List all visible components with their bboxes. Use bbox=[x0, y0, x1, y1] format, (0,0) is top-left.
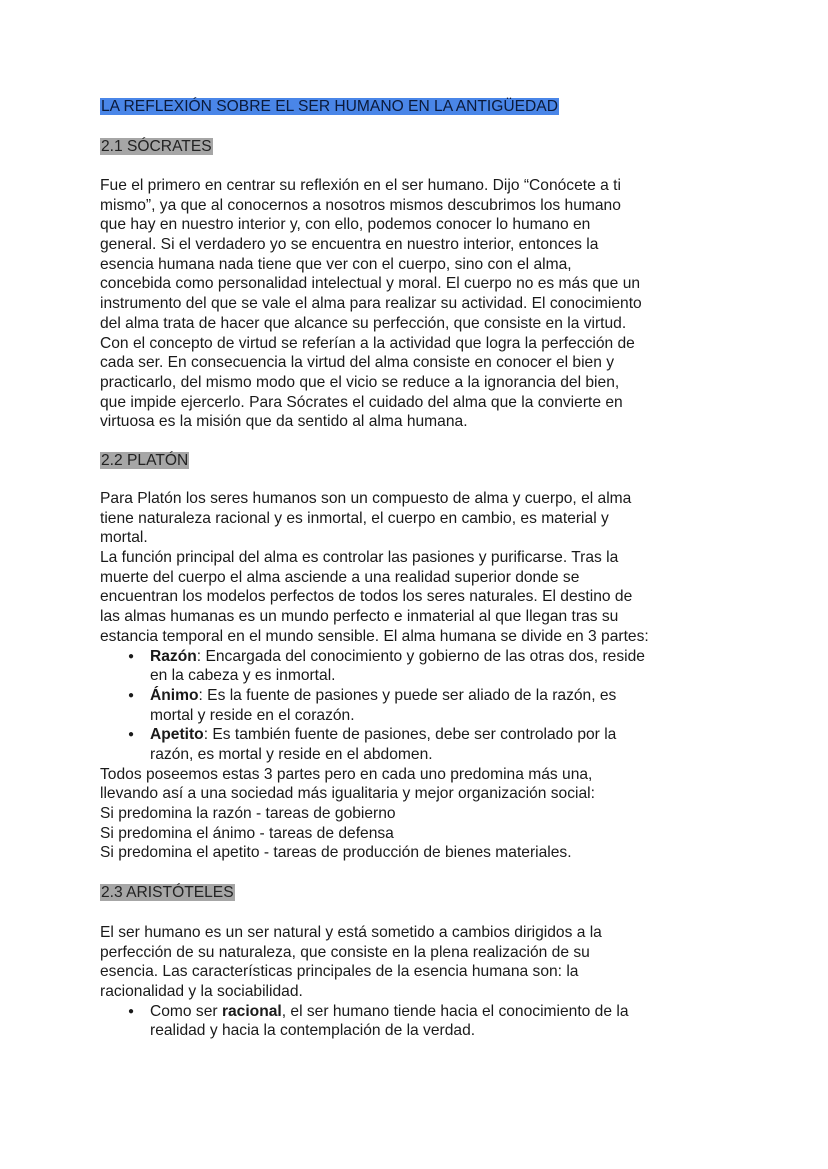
bullet-item bbox=[100, 725, 649, 745]
text-run: La función principal del alma es controlar las pasiones y purificarse. Tras la bbox=[100, 549, 619, 567]
text-line bbox=[100, 843, 649, 863]
text-run: del alma trata de hacer que alcance su perfección, que consiste en la virtud. bbox=[100, 314, 627, 332]
text-run: encuentran los modelos perfectos de todos los seres naturales. El destino de bbox=[100, 588, 633, 606]
text-run: esencia. Las características principales de la esencia humana son: la bbox=[100, 963, 579, 981]
text-line bbox=[100, 587, 649, 607]
text-line bbox=[100, 314, 642, 334]
bullet-icon: ● bbox=[128, 729, 135, 741]
text-run: las almas humanas es un mundo perfecto e inmaterial al que llegan tras su bbox=[100, 608, 619, 626]
text-line bbox=[100, 334, 642, 354]
text-line bbox=[100, 627, 649, 647]
bullet-item bbox=[100, 686, 649, 706]
text-line bbox=[100, 509, 649, 529]
section-platon-body bbox=[100, 489, 649, 863]
text-run: esencia humana nada tiene que ver con el cuerpo, sino con el alma, bbox=[100, 255, 572, 273]
text-run: Como ser bbox=[150, 1002, 222, 1020]
text-run: Si predomina el ánimo - tareas de defensa bbox=[100, 824, 394, 842]
text-line bbox=[100, 568, 649, 588]
text-line bbox=[100, 393, 642, 413]
text-run: : Es también fuente de pasiones, debe ser controlado por la bbox=[203, 726, 617, 744]
bullet-icon: ● bbox=[128, 1005, 135, 1017]
text-run: Para Platón los seres humanos son un compuesto de alma y cuerpo, el alma bbox=[100, 490, 632, 507]
text-run: mismo”, ya que al conocernos a nosotros mismos descubrimos los humano bbox=[100, 196, 621, 214]
text-line bbox=[100, 528, 649, 548]
text-run: Fue el primero en centrar su reflexión en el ser humano. Dijo “Conócete a ti bbox=[100, 177, 621, 194]
text-line bbox=[100, 962, 629, 982]
section-socrates-body bbox=[100, 176, 642, 432]
text-run: concebida como personalidad intelectual y moral. El cuerpo no es más que un bbox=[100, 275, 641, 293]
text-line bbox=[100, 923, 629, 943]
text-run: racionalidad y la sociabilidad. bbox=[100, 983, 303, 1001]
text-line bbox=[100, 235, 642, 255]
text-run: en la cabeza y es inmortal. bbox=[150, 667, 336, 685]
bullet-item bbox=[100, 1002, 629, 1022]
text-line bbox=[100, 765, 649, 785]
text-line bbox=[100, 176, 642, 196]
text-run: estancia temporal en el mundo sensible. El alma humana se divide en 3 partes: bbox=[100, 627, 649, 645]
heading-aristoteles: 2.3 ARISTÓTELES bbox=[101, 884, 234, 901]
text-run: mortal y reside en el corazón. bbox=[150, 706, 355, 724]
text-run: que hay en nuestro interior y, con ello, podemos conocer lo humano en bbox=[100, 216, 591, 234]
text-run: mortal. bbox=[100, 529, 148, 547]
text-run: perfección de su naturaleza, que consiste en la plena realización de su bbox=[100, 943, 590, 961]
heading-platon: 2.2 PLATÓN bbox=[101, 452, 189, 469]
text-line bbox=[100, 824, 649, 844]
text-line bbox=[100, 706, 649, 726]
bullet-icon: ● bbox=[128, 689, 135, 701]
text-line bbox=[100, 412, 642, 432]
text-line bbox=[100, 255, 642, 275]
text-run: El ser humano es un ser natural y está sometido a cambios dirigidos a la bbox=[100, 924, 602, 941]
text-run: que impide ejercerlo. Para Sócrates el cuidado del alma que la convierte en bbox=[100, 393, 623, 411]
heading-socrates: 2.1 SÓCRATES bbox=[101, 138, 212, 155]
text-line bbox=[100, 666, 649, 686]
bold-term: Apetito bbox=[150, 726, 204, 744]
text-line bbox=[100, 274, 642, 294]
text-line bbox=[100, 353, 642, 373]
text-run: tiene naturaleza racional y es inmortal, el cuerpo en cambio, es material y bbox=[100, 509, 609, 527]
text-run: muerte del cuerpo el alma asciende a una realidad superior donde se bbox=[100, 568, 580, 586]
text-run: Si predomina el apetito - tareas de producción de bienes materiales. bbox=[100, 844, 572, 862]
text-line bbox=[100, 489, 649, 509]
bullet-item bbox=[100, 647, 649, 667]
text-line bbox=[100, 607, 649, 627]
text-run: Todos poseemos estas 3 partes pero en cada uno predomina más una, bbox=[100, 765, 593, 783]
bullet-icon: ● bbox=[128, 650, 135, 662]
bold-term: Razón bbox=[150, 647, 197, 665]
text-run: , el ser humano tiende hacia el conocimiento de la bbox=[281, 1002, 629, 1020]
bold-term: racional bbox=[221, 1002, 282, 1020]
document-title: LA REFLEXIÓN SOBRE EL SER HUMANO EN LA ANTIGÜEDAD bbox=[101, 98, 558, 115]
text-run: llevando así a una sociedad más igualitaria y mejor organización social: bbox=[100, 785, 595, 803]
section-aristoteles-body bbox=[100, 923, 629, 1041]
text-line bbox=[100, 804, 649, 824]
text-run: Con el concepto de virtud se referían a la actividad que logra la perfección de bbox=[100, 334, 635, 352]
text-line bbox=[100, 943, 629, 963]
bold-term: Ánimo bbox=[150, 686, 199, 704]
text-run: Si predomina la razón - tareas de gobierno bbox=[100, 805, 396, 822]
text-line bbox=[100, 784, 649, 804]
text-run: : Encargada del conocimiento y gobierno de las otras dos, reside bbox=[196, 647, 645, 665]
text-run: cada ser. En consecuencia la virtud del alma consiste en conocer el bien y bbox=[100, 354, 615, 372]
text-line bbox=[100, 1021, 629, 1041]
text-run: general. Si el verdadero yo se encuentra en nuestro interior, entonces la bbox=[100, 236, 599, 254]
text-run: razón, es mortal y reside en el abdomen. bbox=[150, 745, 433, 763]
text-line bbox=[100, 548, 649, 568]
text-line bbox=[100, 982, 629, 1002]
text-run: realidad y hacia la contemplación de la verdad. bbox=[150, 1022, 476, 1040]
text-line bbox=[100, 373, 642, 393]
text-line bbox=[100, 745, 649, 765]
text-run: : Es la fuente de pasiones y puede ser aliado de la razón, es bbox=[198, 686, 617, 704]
text-run: practicarlo, del mismo modo que el vicio se reduce a la ignorancia del bien, bbox=[100, 373, 620, 391]
text-line bbox=[100, 196, 642, 216]
text-run: instrumento del que se vale el alma para realizar su actividad. El conocimiento bbox=[100, 295, 642, 313]
text-line bbox=[100, 215, 642, 235]
text-run: virtuosa es la misión que da sentido al alma humana. bbox=[100, 413, 468, 431]
text-line bbox=[100, 294, 642, 314]
